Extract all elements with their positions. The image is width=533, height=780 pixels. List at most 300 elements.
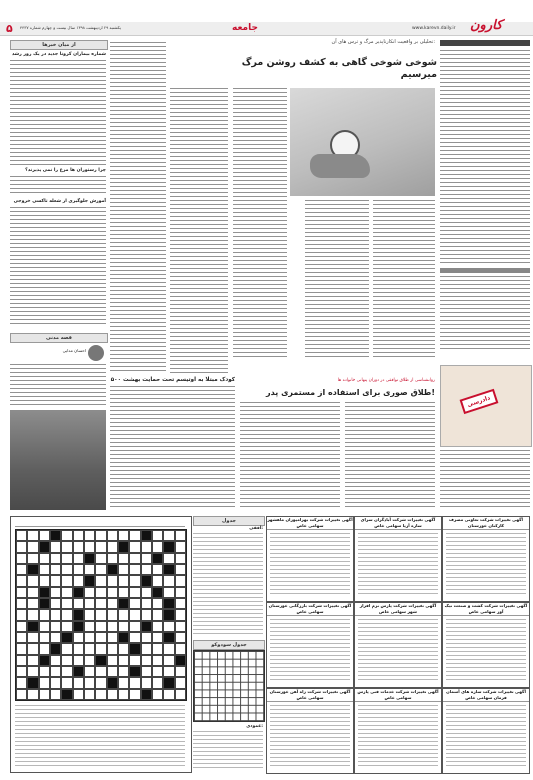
crossword-cell[interactable] [152, 621, 163, 632]
crossword-cell[interactable] [175, 689, 186, 700]
crossword-cell[interactable] [84, 677, 95, 688]
newspaper-logo: کارون [470, 18, 503, 33]
crossword-cell[interactable] [129, 587, 140, 598]
crossword-cell[interactable] [27, 677, 38, 688]
crossword-cell[interactable] [39, 632, 50, 643]
crossword-cell[interactable] [129, 553, 140, 564]
crossword-cell[interactable] [39, 530, 50, 541]
hand-shape [310, 154, 370, 178]
crossword-cell[interactable] [152, 677, 163, 688]
crossword-cell[interactable] [73, 564, 84, 575]
crossword-cell[interactable] [84, 643, 95, 654]
ad-box [442, 688, 530, 774]
crossword-cell[interactable] [107, 598, 118, 609]
story-box-head: قصه مدنی [10, 333, 108, 343]
ad-box [442, 602, 530, 688]
crossword-cell[interactable] [95, 553, 106, 564]
crossword-cell[interactable] [84, 553, 95, 564]
crossword-cell[interactable] [107, 609, 118, 620]
right-column-divider-bar [440, 268, 530, 273]
crossword-cell[interactable] [39, 689, 50, 700]
ads-section [268, 516, 530, 771]
ad-body [270, 705, 350, 769]
crossword-cell[interactable] [152, 655, 163, 666]
news-sub-1: شماره بیماران کرونا جدید در یک روز رشد [12, 52, 106, 57]
crossword-cell[interactable] [95, 621, 106, 632]
crossword-cell[interactable] [107, 655, 118, 666]
crossword-cell[interactable] [73, 541, 84, 552]
ad-title: آگهی تغییرات شرکت آبادگران سرای سازه آریا سهامی خاص [355, 517, 441, 530]
crossword-cell[interactable] [152, 598, 163, 609]
crossword-cell[interactable] [73, 643, 84, 654]
news-sub-3: آموزش جلوگیری از شعله تاکسی خروجی [13, 199, 106, 204]
crossword-cell[interactable] [163, 621, 174, 632]
mid-kicker: روانشناسی از طلاق توافقی در دوران پنهانی خانواده ها [337, 378, 435, 383]
crossword-cell[interactable] [27, 655, 38, 666]
crossword-cell[interactable] [129, 643, 140, 654]
ad-title: آگهی تغییرات شرکت تعاونی مصرف کارکنان خوزستان [443, 517, 529, 530]
crossword-cell[interactable] [16, 689, 27, 700]
crossword-cell[interactable] [141, 643, 152, 654]
stamp-image [440, 365, 532, 447]
section-title: جامعه [232, 23, 258, 33]
ad-title: آگهی تغییرات شرکت کشت و صنعت نیک آور سهامی خاص [444, 603, 528, 614]
crossword-footer-text [15, 705, 185, 767]
ad-box [266, 688, 354, 774]
crossword-cell[interactable] [107, 632, 118, 643]
crossword-cell[interactable] [118, 598, 129, 609]
crossword-cell[interactable] [84, 541, 95, 552]
crossword-cell[interactable] [163, 666, 174, 677]
crossword-grid[interactable] [15, 529, 187, 701]
crossword-cell[interactable] [16, 643, 27, 654]
crossword-cell[interactable] [39, 621, 50, 632]
crossword-cell[interactable] [118, 575, 129, 586]
crossword-cell[interactable] [95, 530, 106, 541]
crossword-cell[interactable] [152, 575, 163, 586]
crossword-cell[interactable] [61, 666, 72, 677]
crossword-cell[interactable] [107, 587, 118, 598]
crossword-cell[interactable] [50, 541, 61, 552]
news-sub-2: چرا رستوران ها مرغ را نمی پذیرند؟ [25, 168, 106, 173]
crossword-cell[interactable] [27, 621, 38, 632]
crossword-cell[interactable] [27, 530, 38, 541]
crossword-cell[interactable] [50, 689, 61, 700]
ad-box [266, 516, 354, 602]
stamp-label: دادرسی [460, 389, 499, 414]
crossword-cell[interactable] [84, 587, 95, 598]
crossword-cell[interactable] [61, 643, 72, 654]
crossword-cell[interactable] [163, 689, 174, 700]
crossword-cell[interactable] [84, 666, 95, 677]
profile-name: احسان مدایی [62, 348, 86, 353]
crossword-cell[interactable] [95, 666, 106, 677]
crossword-cell[interactable] [73, 530, 84, 541]
crossword-cell[interactable] [141, 564, 152, 575]
crossword-cell[interactable] [27, 643, 38, 654]
crossword-cell[interactable] [16, 541, 27, 552]
main-col-4 [170, 88, 228, 373]
news-box-head: از میان خبرها [10, 40, 108, 50]
crossword-cell[interactable] [141, 598, 152, 609]
crossword-cell[interactable] [118, 632, 129, 643]
main-headline: شوخی شوخی گاهی به کشف روشن مرگ میرسیم [241, 57, 437, 80]
crossword-cell[interactable] [175, 609, 186, 620]
ad-box [354, 602, 442, 688]
crossword-cell[interactable] [107, 621, 118, 632]
mid-text-1 [240, 402, 340, 510]
crossword-cell[interactable] [27, 609, 38, 620]
crossword-cell[interactable] [16, 530, 27, 541]
main-col-2 [305, 200, 369, 360]
crossword-cell[interactable] [152, 689, 163, 700]
crossword-cell[interactable] [84, 575, 95, 586]
horizontal-label: افقی: [249, 526, 263, 531]
crossword-cell[interactable] [141, 689, 152, 700]
crossword-cell[interactable] [84, 564, 95, 575]
ad-box [354, 516, 442, 602]
crossword-cell[interactable] [61, 541, 72, 552]
crossword-cell[interactable] [27, 632, 38, 643]
crossword-cell[interactable] [163, 587, 174, 598]
crossword-cell[interactable] [95, 587, 106, 598]
crossword-cell[interactable] [16, 655, 27, 666]
news-text-2 [10, 176, 106, 196]
main-col-5 [110, 42, 166, 372]
crossword-cell[interactable] [107, 575, 118, 586]
crossword-cell[interactable] [95, 655, 106, 666]
ad-title: آگهی تغییرات شرکت پارس نرم افزار شهر سهامی خاص [355, 603, 441, 616]
main-kicker: تحلیلی بر واقعیت انکارناپذیر مرگ و ترس های آن: [331, 39, 435, 45]
sudoku-head: جدول سودوکو [193, 640, 265, 650]
crossword-cell[interactable] [27, 666, 38, 677]
crossword-cell[interactable] [16, 575, 27, 586]
issue-info: یکشنبه ۲۹ اردیبهشت ۱۳۹۸ سال بیست و چهارم شماره ۴۴۳۷ [20, 25, 121, 30]
clues-vertical [193, 731, 263, 771]
crossword-cell[interactable] [107, 541, 118, 552]
crossword-cell[interactable] [84, 609, 95, 620]
crossword-cell[interactable] [16, 598, 27, 609]
crossword-cell[interactable] [175, 541, 186, 552]
crossword-cell[interactable] [152, 643, 163, 654]
crossword-cell[interactable] [50, 609, 61, 620]
news-text-1 [10, 60, 106, 165]
crossword-cell[interactable] [118, 541, 129, 552]
crossword-cell[interactable] [50, 575, 61, 586]
crossword-cell[interactable] [107, 530, 118, 541]
highlight-headline: ۵۰۰ کودک مبتلا به اوتیسم تحت حمایت بهشت [110, 377, 235, 383]
crossword-cell[interactable] [39, 598, 50, 609]
crossword-cell[interactable] [50, 598, 61, 609]
crossword-cell[interactable] [16, 621, 27, 632]
crossword-cell[interactable] [27, 598, 38, 609]
story-text [10, 364, 106, 406]
crossword-cell[interactable] [27, 564, 38, 575]
crossword-cell[interactable] [175, 621, 186, 632]
crossword-cell[interactable] [107, 677, 118, 688]
crossword-cell[interactable] [141, 632, 152, 643]
crossword-cell[interactable] [163, 575, 174, 586]
crossword-cell[interactable] [141, 677, 152, 688]
crossword-cell[interactable] [129, 530, 140, 541]
right-column-head [440, 40, 530, 46]
crossword-cell[interactable] [163, 541, 174, 552]
crossword-cell[interactable] [141, 587, 152, 598]
crossword-cell[interactable] [152, 530, 163, 541]
crossword-cell[interactable] [50, 530, 61, 541]
crossword-cell[interactable] [73, 621, 84, 632]
website-url[interactable]: www.karevn.daily.ir [412, 26, 456, 31]
crossword-cell[interactable] [95, 643, 106, 654]
crossword-cell[interactable] [16, 677, 27, 688]
crossword-cell[interactable] [27, 553, 38, 564]
crossword-cell[interactable] [39, 643, 50, 654]
crossword-cell[interactable] [73, 666, 84, 677]
crossword-cell[interactable] [118, 564, 129, 575]
ad-body [358, 705, 438, 769]
crossword-cell[interactable] [61, 530, 72, 541]
crossword-cell[interactable] [107, 564, 118, 575]
crossword-cell[interactable] [129, 666, 140, 677]
crossword-cell[interactable] [95, 632, 106, 643]
crossword-cell[interactable] [118, 666, 129, 677]
ad-body [446, 619, 526, 683]
crossword-cell[interactable] [175, 598, 186, 609]
crossword-cell[interactable] [163, 553, 174, 564]
crossword-cell[interactable] [73, 677, 84, 688]
crossword-cell[interactable] [73, 632, 84, 643]
ad-title: آگهی تغییرات شرکت خدمات فنی پارس سهامی خاص [355, 689, 441, 702]
crossword-cell[interactable] [39, 575, 50, 586]
crossword-cell[interactable] [84, 621, 95, 632]
highlight-text [110, 386, 235, 510]
crossword-cell[interactable] [73, 587, 84, 598]
crossword-cell[interactable] [84, 632, 95, 643]
crossword-cell[interactable] [50, 655, 61, 666]
crossword-cell[interactable] [129, 598, 140, 609]
ad-title: آگهی تغییرات شرکت بازرگانی خوزستان سهامی خاص [268, 603, 352, 614]
crossword-cell[interactable] [50, 553, 61, 564]
crossword-cell[interactable] [175, 632, 186, 643]
crossword-cell[interactable] [50, 621, 61, 632]
ad-title: آگهی تغییرات شرکت سازه های آسمان فرمان سهامی خاص [443, 689, 529, 702]
crossword-cell[interactable] [152, 587, 163, 598]
mid-text-2 [345, 402, 435, 510]
crossword-cell[interactable] [95, 575, 106, 586]
crossword-cell[interactable] [129, 632, 140, 643]
stamp-caption [440, 450, 530, 510]
crossword-cell[interactable] [73, 655, 84, 666]
crossword-cell[interactable] [141, 666, 152, 677]
crossword-cell[interactable] [118, 609, 129, 620]
crossword-cell[interactable] [163, 598, 174, 609]
crossword-cell[interactable] [118, 677, 129, 688]
crossword-cell[interactable] [118, 587, 129, 598]
crossword-number-row [15, 520, 185, 527]
crossword-cell[interactable] [175, 643, 186, 654]
crossword-cell[interactable] [16, 609, 27, 620]
crossword-cell[interactable] [118, 530, 129, 541]
clues-horizontal [193, 533, 263, 635]
crossword-cell[interactable] [50, 677, 61, 688]
ad-body [446, 705, 526, 769]
crossword-cell[interactable] [84, 530, 95, 541]
ad-title: آگهی تغییرات شرکت راه آهن خوزستان سهامی خاص [267, 689, 353, 702]
crossword-cell[interactable] [84, 655, 95, 666]
crossword-cell[interactable] [50, 643, 61, 654]
crossword-cell[interactable] [50, 587, 61, 598]
crossword-cell[interactable] [163, 632, 174, 643]
crossword-cell[interactable] [95, 564, 106, 575]
crossword-cell[interactable] [73, 609, 84, 620]
crossword-cell[interactable] [61, 677, 72, 688]
crossword-cell[interactable] [152, 553, 163, 564]
crossword-cell[interactable] [175, 575, 186, 586]
main-col-1 [373, 200, 435, 360]
crossword-cell[interactable] [39, 553, 50, 564]
crossword-cell[interactable] [61, 587, 72, 598]
right-column-text [440, 50, 530, 265]
crossword-cell[interactable] [39, 564, 50, 575]
ad-box [266, 602, 354, 688]
vertical-label: عمودی: [246, 724, 263, 729]
crossword-cell[interactable] [27, 575, 38, 586]
ad-box [354, 688, 442, 774]
news-text-3 [10, 207, 106, 325]
crossword-cell[interactable] [61, 575, 72, 586]
crossword-cell[interactable] [73, 553, 84, 564]
crossword-cell[interactable] [95, 541, 106, 552]
crossword-cell[interactable] [16, 553, 27, 564]
crossword-cell[interactable] [118, 655, 129, 666]
crossword-cell[interactable] [61, 632, 72, 643]
crossword-cell[interactable] [129, 609, 140, 620]
crossword-cell[interactable] [141, 553, 152, 564]
article-photo [290, 88, 435, 196]
crossword-cell[interactable] [61, 621, 72, 632]
crossword-cell[interactable] [84, 598, 95, 609]
crossword-cell[interactable] [39, 677, 50, 688]
page-number: ۵ [6, 22, 13, 35]
crossword-cell[interactable] [129, 689, 140, 700]
crossword-cell[interactable] [129, 541, 140, 552]
crossword-cell[interactable] [95, 598, 106, 609]
crossword-cell[interactable] [27, 541, 38, 552]
crossword-cell[interactable] [107, 666, 118, 677]
crossword-cell[interactable] [27, 587, 38, 598]
crossword-cell[interactable] [73, 598, 84, 609]
crossword-cell[interactable] [107, 553, 118, 564]
crossword-cell[interactable] [118, 621, 129, 632]
ad-body [358, 533, 438, 597]
crossword-cell[interactable] [16, 587, 27, 598]
crossword-cell[interactable] [175, 677, 186, 688]
crossword-cell[interactable] [73, 689, 84, 700]
crossword-cell[interactable] [129, 575, 140, 586]
crossword-cell[interactable] [129, 655, 140, 666]
main-col-3 [233, 88, 287, 360]
crossword-cell[interactable] [141, 575, 152, 586]
crossword-area [10, 516, 192, 773]
crossword-cell[interactable] [107, 643, 118, 654]
crossword-cell[interactable] [129, 564, 140, 575]
crossword-cell[interactable] [39, 587, 50, 598]
crossword-cell[interactable] [61, 609, 72, 620]
crossword-cell[interactable] [73, 575, 84, 586]
crossword-cell[interactable] [107, 689, 118, 700]
ad-box [442, 516, 530, 602]
crossword-cell[interactable] [175, 655, 186, 666]
crossword-cell[interactable] [95, 677, 106, 688]
story-photo [10, 410, 106, 510]
crossword-cell[interactable] [175, 666, 186, 677]
crossword-cell[interactable] [39, 666, 50, 677]
crossword-cell[interactable] [163, 530, 174, 541]
mid-headline: طلاق صوری برای استفاده از مستمری پدر! [266, 388, 435, 397]
crossword-cell[interactable] [61, 689, 72, 700]
ad-body [446, 533, 526, 597]
crossword-cell[interactable] [118, 689, 129, 700]
ad-body [270, 533, 350, 597]
crossword-cell[interactable] [175, 553, 186, 564]
crossword-cell[interactable] [163, 677, 174, 688]
crossword-cell[interactable] [61, 564, 72, 575]
crossword-cell[interactable] [61, 655, 72, 666]
crossword-cell[interactable] [141, 609, 152, 620]
crossword-cell[interactable] [175, 530, 186, 541]
ad-body [270, 619, 350, 683]
crossword-cell[interactable] [95, 609, 106, 620]
crossword-cell[interactable] [118, 643, 129, 654]
crossword-cell[interactable] [16, 564, 27, 575]
crossword-cell[interactable] [118, 553, 129, 564]
crossword-cell[interactable] [163, 609, 174, 620]
crossword-cell[interactable] [152, 666, 163, 677]
crossword-cell[interactable] [141, 530, 152, 541]
crossword-cell[interactable] [50, 632, 61, 643]
crossword-cell[interactable] [163, 564, 174, 575]
crossword-cell[interactable] [129, 677, 140, 688]
crossword-cell[interactable] [163, 655, 174, 666]
crossword-cell[interactable] [39, 655, 50, 666]
right-column-text-lower [440, 276, 530, 351]
crossword-cell[interactable] [152, 541, 163, 552]
crossword-cell[interactable] [175, 587, 186, 598]
avatar [88, 345, 104, 361]
crossword-cell[interactable] [152, 564, 163, 575]
crossword-cell[interactable] [39, 609, 50, 620]
crossword-cell[interactable] [50, 564, 61, 575]
crossword-cell[interactable] [152, 632, 163, 643]
crossword-cell[interactable] [84, 689, 95, 700]
crossword-cell[interactable] [95, 689, 106, 700]
crossword-cell[interactable] [61, 553, 72, 564]
crossword-cell[interactable] [129, 621, 140, 632]
crossword-cell[interactable] [163, 643, 174, 654]
crossword-cell[interactable] [50, 666, 61, 677]
crossword-cell[interactable] [16, 632, 27, 643]
crossword-cell[interactable] [141, 541, 152, 552]
crossword-cell[interactable] [39, 541, 50, 552]
crossword-cell[interactable] [152, 609, 163, 620]
crossword-cell[interactable] [175, 564, 186, 575]
crossword-cell[interactable] [16, 666, 27, 677]
crossword-cell[interactable] [27, 689, 38, 700]
crossword-cell[interactable] [61, 598, 72, 609]
sudoku-grid[interactable] [193, 650, 265, 722]
crossword-cell[interactable] [141, 655, 152, 666]
crossword-cell[interactable] [141, 621, 152, 632]
